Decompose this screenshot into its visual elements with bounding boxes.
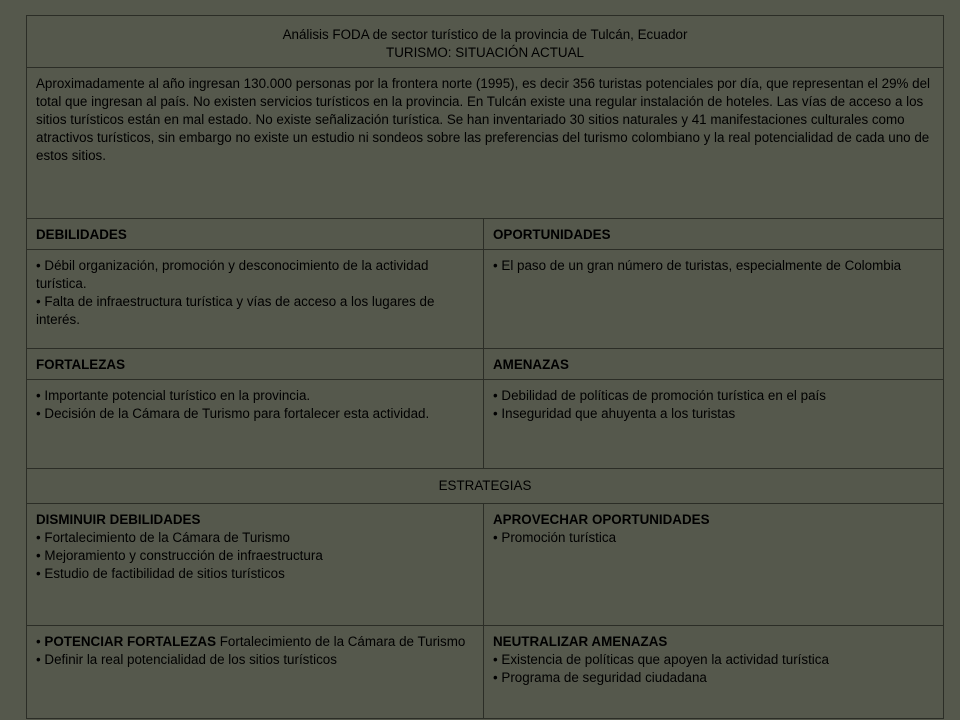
strategies-row (27, 469, 944, 504)
list-item: • Fortalecimiento de la Cámara de Turismo (36, 530, 291, 545)
header-row-fa (27, 349, 944, 380)
table-subtitle: TURISMO: SITUACIÓN ACTUAL (386, 45, 584, 60)
list-item: • Promoción turística (493, 530, 617, 545)
fortalezas-heading: FORTALEZAS (27, 349, 484, 380)
strategies-row-1 (27, 504, 944, 626)
situation-text: Aproximadamente al año ingresan 130.000 personas por la frontera norte (1995), es decir 356 turistas potenciales por día, que representan el 29% del total que ingresan al país. No existen servicios turísticos en la provincia. En Tulcán existe una regular instalación de hoteles. Las vías de acceso a los sitios turísticos están en mal estado. No existe señalización turística. Se han inventariado 30 sitios naturales y 41 manifestaciones culturales como atractivos turísticos, sin embargo no existe un estudio ni sondeos sobre las preferencias del turismo colombiano y la real potencialidad de cada uno de estos sitios. (27, 68, 944, 219)
amenazas-cell (484, 380, 944, 469)
potenciar-first-text: Fortalecimiento de la Cámara de Turismo (216, 634, 466, 649)
content-row-do (27, 250, 944, 349)
disminuir-cell (27, 504, 484, 626)
list-item: • Decisión de la Cámara de Turismo para fortalecer esta actividad. (36, 406, 430, 421)
situation-row (27, 68, 944, 219)
debilidades-heading: DEBILIDADES (27, 219, 484, 250)
list-item: • Definir la real potencialidad de los sitios turísticos (36, 652, 337, 667)
table-title: Análisis FODA de sector turístico de la provincia de Tulcán, Ecuador (282, 27, 688, 42)
foda-table (26, 15, 944, 719)
potenciar-cell (27, 626, 484, 719)
list-item: • Existencia de políticas que apoyen la actividad turística (493, 652, 829, 667)
neutralizar-cell (484, 626, 944, 719)
list-item: • Mejoramiento y construcción de infraestructura (36, 548, 323, 563)
strategies-row-2 (27, 626, 944, 719)
oportunidades-cell (484, 250, 944, 349)
disminuir-heading: DISMINUIR DEBILIDADES (36, 512, 201, 527)
aprovechar-cell (484, 504, 944, 626)
list-item: • Programa de seguridad ciudadana (493, 670, 707, 685)
amenazas-heading: AMENAZAS (484, 349, 944, 380)
title-row (27, 16, 944, 68)
oportunidades-heading: OPORTUNIDADES (484, 219, 944, 250)
title-cell (27, 16, 944, 68)
list-item: • El paso de un gran número de turistas, especialmente de Colombia (493, 258, 902, 273)
potenciar-heading: POTENCIAR FORTALEZAS (44, 634, 217, 649)
debilidades-cell (27, 250, 484, 349)
strategies-heading: ESTRATEGIAS (27, 469, 944, 504)
content-row-fa (27, 380, 944, 469)
header-row-do (27, 219, 944, 250)
fortalezas-cell (27, 380, 484, 469)
aprovechar-heading: APROVECHAR OPORTUNIDADES (493, 512, 710, 527)
neutralizar-heading: NEUTRALIZAR AMENAZAS (493, 634, 668, 649)
list-item: • Estudio de factibilidad de sitios turísticos (36, 566, 285, 581)
list-item: • Importante potencial turístico en la provincia. (36, 388, 311, 403)
bullet: • (36, 634, 45, 649)
list-item: • Falta de infraestructura turística y vías de acceso a los lugares de interés. (36, 294, 435, 327)
list-item: • Inseguridad que ahuyenta a los turistas (493, 406, 736, 421)
list-item (36, 633, 474, 651)
list-item: • Debilidad de políticas de promoción turística en el país (493, 388, 826, 403)
list-item: • Débil organización, promoción y desconocimiento de la actividad turística. (36, 258, 429, 291)
